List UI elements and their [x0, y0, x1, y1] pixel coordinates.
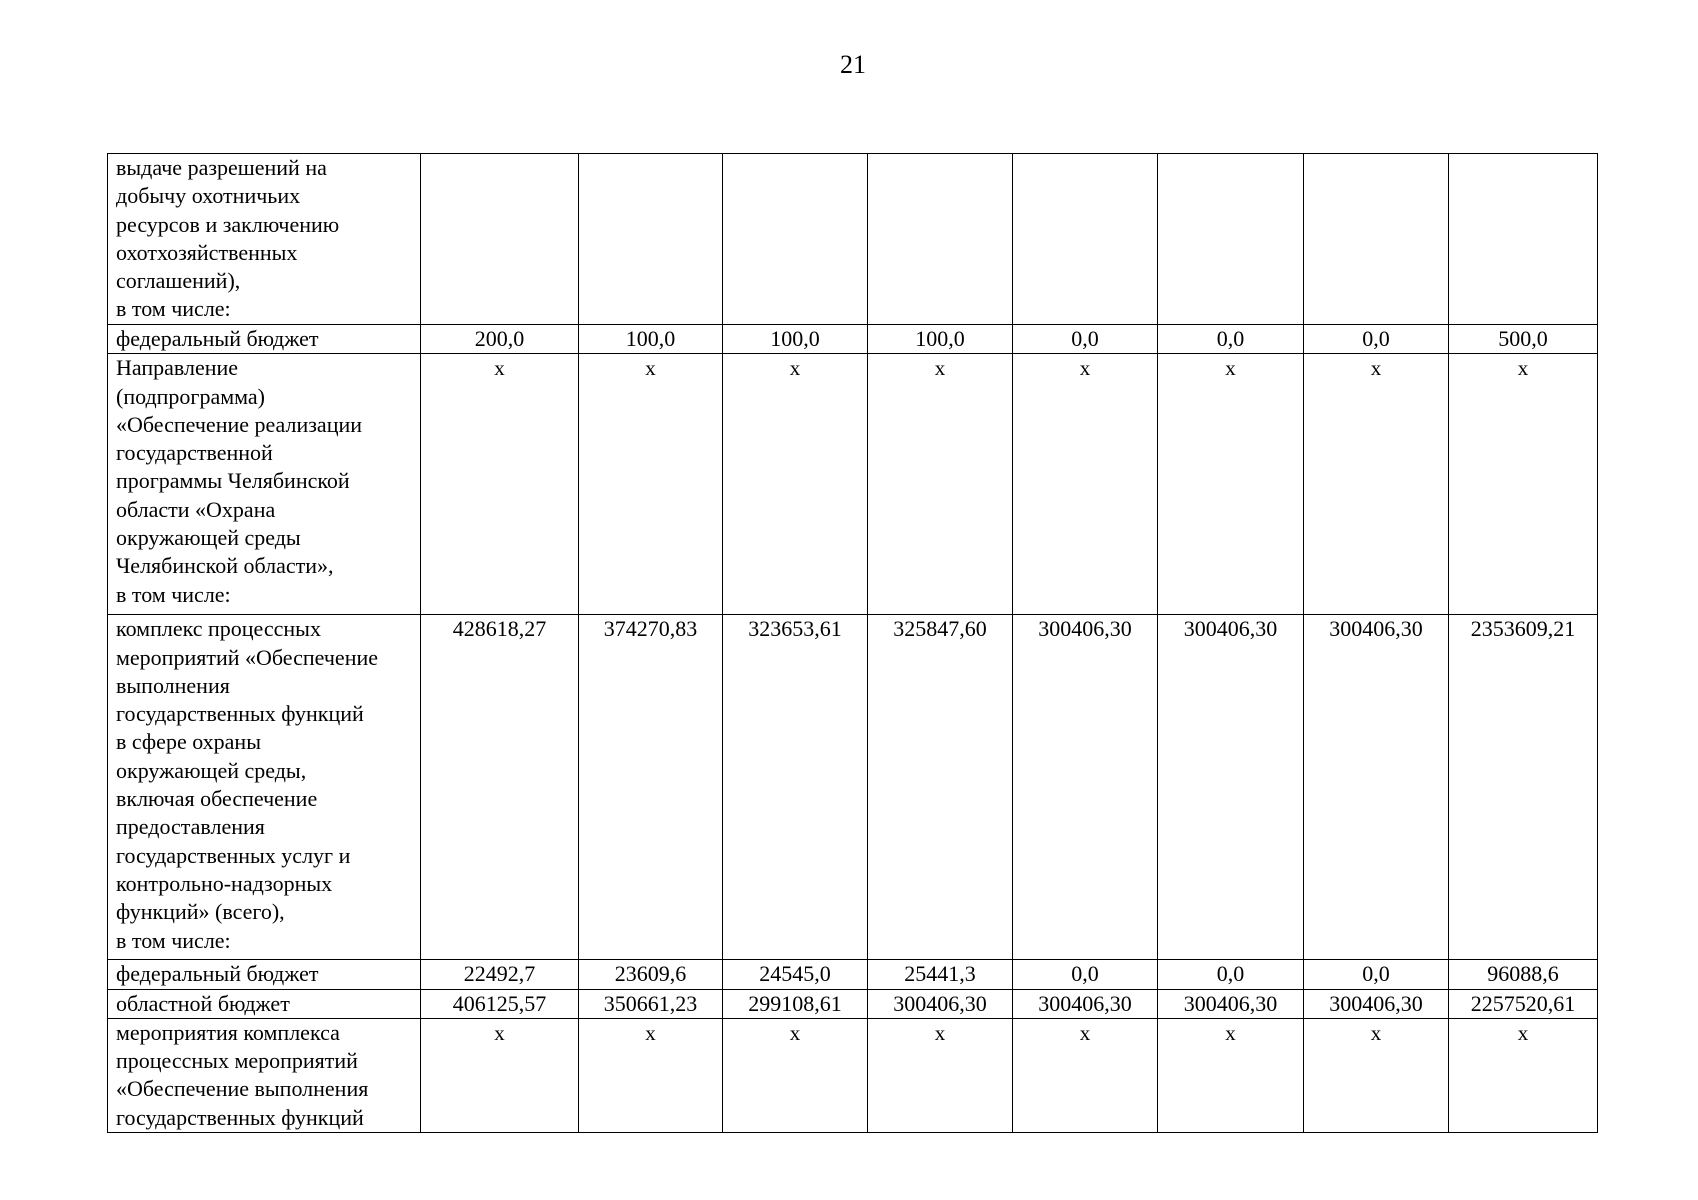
not-applicable-mark: x	[494, 1020, 505, 1045]
cell-value: 299108,61	[748, 990, 842, 1016]
cell-value: 96088,6	[1487, 961, 1559, 987]
value-cell	[868, 960, 1013, 989]
not-applicable-mark: x	[1517, 1020, 1529, 1045]
cell-value: 24545,0	[759, 961, 831, 987]
row-label: комплекс процессных мероприятий «Обеспечение выполнения государственных функций в сфере охраны окружающей среды, включая обеспечение предоставления государственных услуг и контрольно-надзорных функций» (всего), в том числе:	[116, 616, 379, 953]
row-label-cell	[108, 154, 421, 325]
cell-value: 350661,23	[603, 990, 698, 1016]
value-cell	[1449, 960, 1598, 989]
cell-value: 0,0	[1071, 961, 1099, 987]
value-cell	[579, 154, 723, 325]
value-cell	[1449, 989, 1598, 1018]
not-applicable-mark: x	[1370, 356, 1382, 381]
cell-value: 22492,7	[463, 961, 536, 987]
value-cell	[1158, 154, 1304, 325]
value-cell	[1158, 989, 1304, 1018]
value-cell	[1013, 989, 1158, 1018]
value-cell	[1158, 325, 1304, 354]
value-cell	[421, 354, 579, 615]
value-cell	[579, 615, 723, 960]
cell-value: 2257520,61	[1470, 990, 1576, 1016]
budget-table	[107, 153, 1598, 1133]
cell-value: 0,0	[1216, 961, 1245, 987]
cell-value: 374270,83	[603, 616, 698, 642]
cell-value: 23609,6	[614, 961, 687, 987]
row-label: федеральный бюджет	[116, 326, 319, 351]
value-cell	[1449, 615, 1598, 960]
value-cell	[421, 960, 579, 989]
cell-value: 325847,60	[893, 616, 987, 642]
value-cell	[1304, 154, 1449, 325]
value-cell	[1013, 325, 1158, 354]
value-cell	[421, 1018, 579, 1132]
value-cell	[723, 960, 868, 989]
cell-value: 428618,27	[452, 616, 547, 642]
value-cell	[1449, 154, 1598, 325]
cell-value: 25441,3	[904, 961, 976, 987]
cell-value: 300406,30	[893, 990, 987, 1016]
value-cell	[868, 989, 1013, 1018]
table-row	[108, 154, 1598, 325]
value-cell	[1304, 615, 1449, 960]
not-applicable-mark: x	[789, 1020, 801, 1045]
value-cell	[421, 154, 579, 325]
row-label: мероприятия комплекса процессных мероприятий «Обеспечение выполнения государственных функций	[116, 1019, 369, 1130]
value-cell	[579, 960, 723, 989]
value-cell	[1158, 960, 1304, 989]
value-cell	[1013, 960, 1158, 989]
row-label-cell	[108, 989, 421, 1018]
value-cell	[1013, 354, 1158, 615]
table-row	[108, 960, 1598, 989]
row-label: федеральный бюджет	[116, 961, 319, 987]
table-body	[108, 154, 1598, 1133]
not-applicable-mark: x	[1079, 1020, 1091, 1045]
value-cell	[1304, 325, 1449, 354]
value-cell	[1013, 615, 1158, 960]
cell-value: 0,0	[1071, 326, 1099, 351]
value-cell	[723, 1018, 868, 1132]
value-cell	[579, 989, 723, 1018]
value-cell	[1158, 615, 1304, 960]
table-row	[108, 615, 1598, 960]
row-label: областной бюджет	[116, 990, 290, 1016]
value-cell	[1304, 989, 1449, 1018]
value-cell	[1158, 354, 1304, 615]
not-applicable-mark: x	[789, 356, 801, 381]
cell-value: 406125,57	[452, 990, 547, 1016]
value-cell	[723, 325, 868, 354]
row-label-cell	[108, 960, 421, 989]
cell-value: 0,0	[1362, 961, 1390, 987]
page-number: 21	[840, 50, 866, 79]
cell-value: 0,0	[1216, 326, 1245, 351]
value-cell	[421, 989, 579, 1018]
value-cell	[1449, 1018, 1598, 1132]
cell-value: 300406,30	[1038, 990, 1132, 1016]
table-row	[108, 354, 1598, 615]
value-cell	[868, 354, 1013, 615]
cell-value: 200,0	[474, 326, 525, 351]
cell-value: 2353609,21	[1470, 616, 1576, 642]
value-cell	[868, 154, 1013, 325]
row-label: выдаче разрешений на добычу охотничьих ресурсов и заключению охотхозяйственных соглашений), в том числе:	[116, 155, 340, 322]
value-cell	[868, 1018, 1013, 1132]
not-applicable-mark: x	[1079, 356, 1091, 381]
not-applicable-mark: x	[1225, 356, 1236, 381]
row-label-cell	[108, 615, 421, 960]
cell-value: 100,0	[770, 326, 820, 351]
value-cell	[1158, 1018, 1304, 1132]
value-cell	[421, 615, 579, 960]
value-cell	[1449, 354, 1598, 615]
row-label: Направление (подпрограмма) «Обеспечение реализации государственной программы Челябинской области «Охрана окружающей среды Челябинской области», в том числе:	[116, 355, 363, 607]
value-cell	[1304, 960, 1449, 989]
value-cell	[1304, 1018, 1449, 1132]
not-applicable-mark: x	[1370, 1020, 1382, 1045]
cell-value: 500,0	[1498, 326, 1548, 351]
not-applicable-mark: x	[934, 1020, 946, 1045]
value-cell	[723, 615, 868, 960]
cell-value: 300406,30	[1329, 616, 1423, 642]
cell-value: 100,0	[625, 326, 676, 351]
value-cell	[1304, 354, 1449, 615]
not-applicable-mark: x	[1517, 356, 1529, 381]
value-cell	[723, 989, 868, 1018]
cell-value: 300406,30	[1183, 990, 1278, 1016]
value-cell	[868, 325, 1013, 354]
cell-value: 100,0	[915, 326, 965, 351]
value-cell	[579, 1018, 723, 1132]
row-label-cell	[108, 1018, 421, 1132]
value-cell	[1013, 1018, 1158, 1132]
value-cell	[868, 615, 1013, 960]
table-row	[108, 989, 1598, 1018]
cell-value: 0,0	[1362, 326, 1390, 351]
not-applicable-mark: x	[1225, 1020, 1236, 1045]
not-applicable-mark: x	[645, 356, 656, 381]
not-applicable-mark: x	[934, 356, 946, 381]
cell-value: 300406,30	[1038, 616, 1132, 642]
value-cell	[723, 154, 868, 325]
not-applicable-mark: x	[645, 1020, 656, 1045]
value-cell	[1449, 325, 1598, 354]
value-cell	[421, 325, 579, 354]
cell-value: 300406,30	[1183, 616, 1278, 642]
value-cell	[579, 354, 723, 615]
value-cell	[579, 325, 723, 354]
cell-value: 323653,61	[748, 616, 842, 642]
cell-value: 300406,30	[1329, 990, 1423, 1016]
row-label-cell	[108, 354, 421, 615]
table-row	[108, 325, 1598, 354]
not-applicable-mark: x	[494, 356, 505, 381]
table-row	[108, 1018, 1598, 1132]
value-cell	[723, 354, 868, 615]
row-label-cell	[108, 325, 421, 354]
value-cell	[1013, 154, 1158, 325]
